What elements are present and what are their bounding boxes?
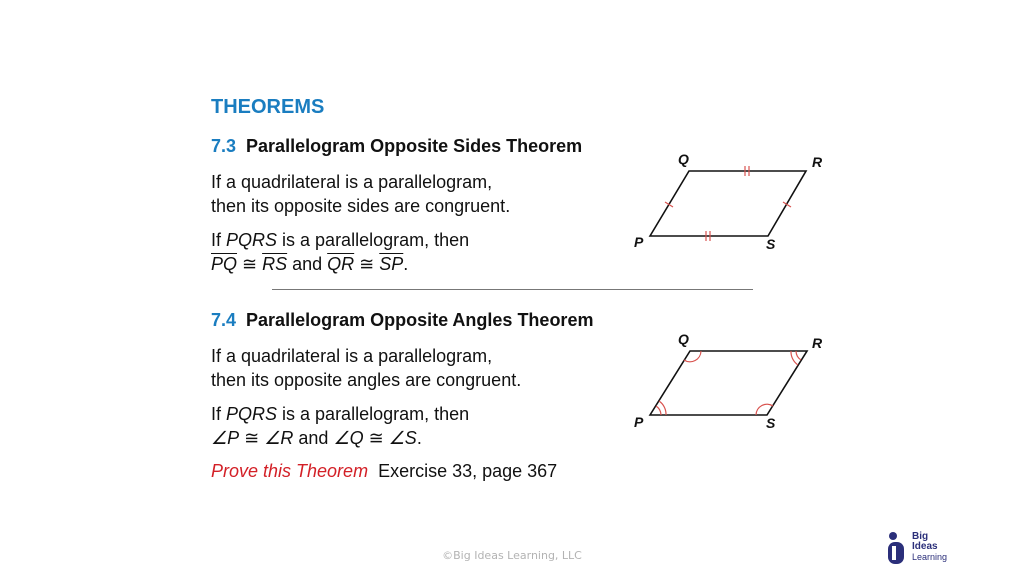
angle-r: ∠R <box>264 428 294 448</box>
text: If <box>211 230 227 250</box>
parallelogram-sides-diagram <box>620 150 840 260</box>
theorem-name: Parallelogram Opposite Sides Theorem <box>246 136 583 156</box>
theorem-7-4-conditional <box>211 402 469 450</box>
theorem-number: 7.4 <box>211 310 237 330</box>
theorem-7-3-conditional <box>211 228 469 276</box>
angle-s: ∠S <box>388 428 417 448</box>
congruent-symbol: ≅ <box>354 254 380 274</box>
logo-line: Big <box>912 531 929 542</box>
parallelogram-shape <box>650 171 806 236</box>
angle-arc-marks <box>656 351 801 415</box>
period: . <box>416 428 422 448</box>
logo-line: Ideas <box>912 541 938 552</box>
and-text: and <box>293 428 334 448</box>
vertex-label-p: P <box>634 414 644 430</box>
theorem-7-4-title <box>211 310 593 331</box>
vertex-label-q: Q <box>678 151 689 167</box>
statement-line: then its opposite angles are congruent. <box>211 370 522 390</box>
copyright-footer: ©Big Ideas Learning, LLC <box>442 549 582 562</box>
congruent-symbol: ≅ <box>239 428 265 448</box>
segment-qr: $\overline{QR}$ <box>327 254 355 274</box>
section-heading: THEOREMS <box>211 96 325 118</box>
vertex-label-r: R <box>812 154 823 170</box>
and-text: and <box>287 254 328 274</box>
period: . <box>403 254 409 274</box>
parallelogram-shape <box>650 351 807 415</box>
text: is a parallelogram, then <box>277 404 470 424</box>
parallelogram-angles-diagram <box>620 328 840 438</box>
theorem-number: 7.3 <box>211 136 237 156</box>
prove-theorem-line <box>211 461 557 482</box>
segment-pq: $\overline{PQ}$ <box>211 254 238 274</box>
theorem-7-3-title <box>211 136 582 157</box>
angle-q: ∠Q <box>333 428 364 448</box>
figure-name: PQRS <box>226 230 278 250</box>
theorem-7-3-statement <box>211 170 510 218</box>
statement-line: then its opposite sides are congruent. <box>211 196 511 216</box>
angle-p: ∠P <box>211 428 240 448</box>
vertex-label-p: P <box>634 234 644 250</box>
vertex-label-s: S <box>766 236 776 252</box>
congruent-symbol: ≅ <box>237 254 263 274</box>
text: If <box>211 404 227 424</box>
exercise-reference: Exercise 33, page 367 <box>378 461 558 481</box>
text: is a parallelogram, then <box>277 230 470 250</box>
statement-line: If a quadrilateral is a parallelogram, <box>211 346 493 366</box>
prove-theorem-link[interactable]: Prove this Theorem <box>211 461 369 481</box>
segment-rs: $\overline{RS}$ <box>262 254 288 274</box>
logo-text <box>912 532 947 562</box>
section-divider <box>272 289 753 290</box>
logo-icon <box>884 532 908 564</box>
congruent-symbol: ≅ <box>363 428 389 448</box>
vertex-label-q: Q <box>678 331 689 347</box>
figure-name: PQRS <box>226 404 278 424</box>
vertex-label-r: R <box>812 335 823 351</box>
theorem-name: Parallelogram Opposite Angles Theorem <box>246 310 594 330</box>
big-ideas-logo <box>884 530 964 566</box>
segment-sp: $\overline{SP}$ <box>379 254 404 274</box>
statement-line: If a quadrilateral is a parallelogram, <box>211 172 493 192</box>
logo-line: Learning <box>912 552 948 562</box>
vertex-label-s: S <box>766 415 776 431</box>
theorem-7-4-statement <box>211 344 521 392</box>
